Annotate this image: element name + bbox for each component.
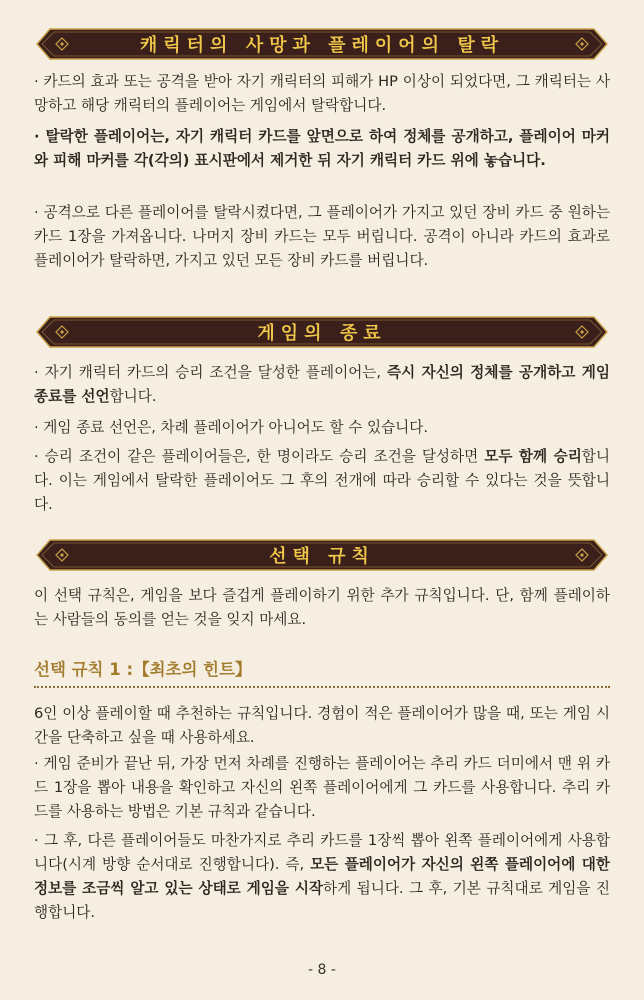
paragraph: · 게임 종료 선언은, 차례 플레이어가 아니어도 할 수 있습니다. [34,419,429,436]
section-title: 게임의 종료 [257,323,387,344]
paragraph: 이 선택 규칙은, 게임을 보다 즐겁게 플레이하기 위한 추가 규칙입니다. 단, 함께 플레이하는 사람들의 동의를 얻는 것을 잊지 마세요. [34,587,610,628]
paragraph: 6인 이상 플레이할 때 추천하는 규칙입니다. 경험이 적은 플레이어가 많을 때, 또는 게임 시간을 단축하고 싶을 때 사용하세요. [34,705,610,746]
paragraph: · 카드의 효과 또는 공격을 받아 자기 캐릭터의 피해가 HP 이상이 되었다면, 그 캐릭터는 사망하고 해당 캐릭터의 플레이어는 게임에서 탈락합니다. [34,73,610,114]
paragraph: · 승리 조건이 같은 플레이어들은, 한 명이라도 승리 조건을 달성하면 모두 함께 승리합니다. 이는 게임에서 탈락한 플레이어도 그 후의 전개에 따라 승리할 수 있다는 것을 뜻합니다. [34,448,610,513]
page-number: - 8 - [308,962,336,978]
paragraph: · 공격으로 다른 플레이어를 탈락시켰다면, 그 플레이어가 가지고 있던 장비 카드 중 원하는 카드 1장을 가져옵니다. 나머지 장비 카드는 모두 버립니다. 공격이 아니라 카드의 효과로 플레이어가 탈락하면, 가지고 있던 모든 장비 카드를 버립니다. [34,204,610,269]
paragraph-bold: · 탈락한 플레이어는, 자기 캐릭터 카드를 앞면으로 하여 정체를 공개하고, 플레이어 마커와 피해 마커를 각(각의) 표시판에서 제거한 뒤 자기 캐릭터 카드 위에 놓습니다. [34,128,610,169]
section-title: 캐릭터의 사망과 플레이어의 탈락 [139,35,505,56]
section-title: 선택 규칙 [269,546,375,567]
section-banner-end [36,316,608,348]
paragraph: · 그 후, 다른 플레이어들도 마찬가지로 추리 카드를 1장씩 뽑아 왼쪽 플레이어에게 사용합니다(시계 방향 순서대로 진행합니다). 즉, 모든 플레이어가 자신의 왼쪽 플레이어에 대한 정보를 조금씩 알고 있는 상태로 게임을 시작하게 됩니다. 그 후, 기본 규칙대로 게임을 진행합니다. [34,832,610,921]
paragraph: · 게임 준비가 끝난 뒤, 가장 먼저 차례를 진행하는 플레이어는 추리 카드 더미에서 맨 위 카드 1장을 뽑아 내용을 확인하고 자신의 왼쪽 플레이어에게 그 카드를 사용합니다. 추리 카드를 사용하는 방법은 기본 규칙과 같습니다. [34,755,610,820]
subsection-heading: 선택 규칙 1 :【최초의 힌트】 [34,656,610,688]
paragraph: · 자기 캐릭터 카드의 승리 조건을 달성한 플레이어는, 즉시 자신의 정체를 공개하고 게임 종료를 선언합니다. [34,364,610,405]
section-banner-death [36,28,608,60]
section-banner-optional [36,539,608,571]
